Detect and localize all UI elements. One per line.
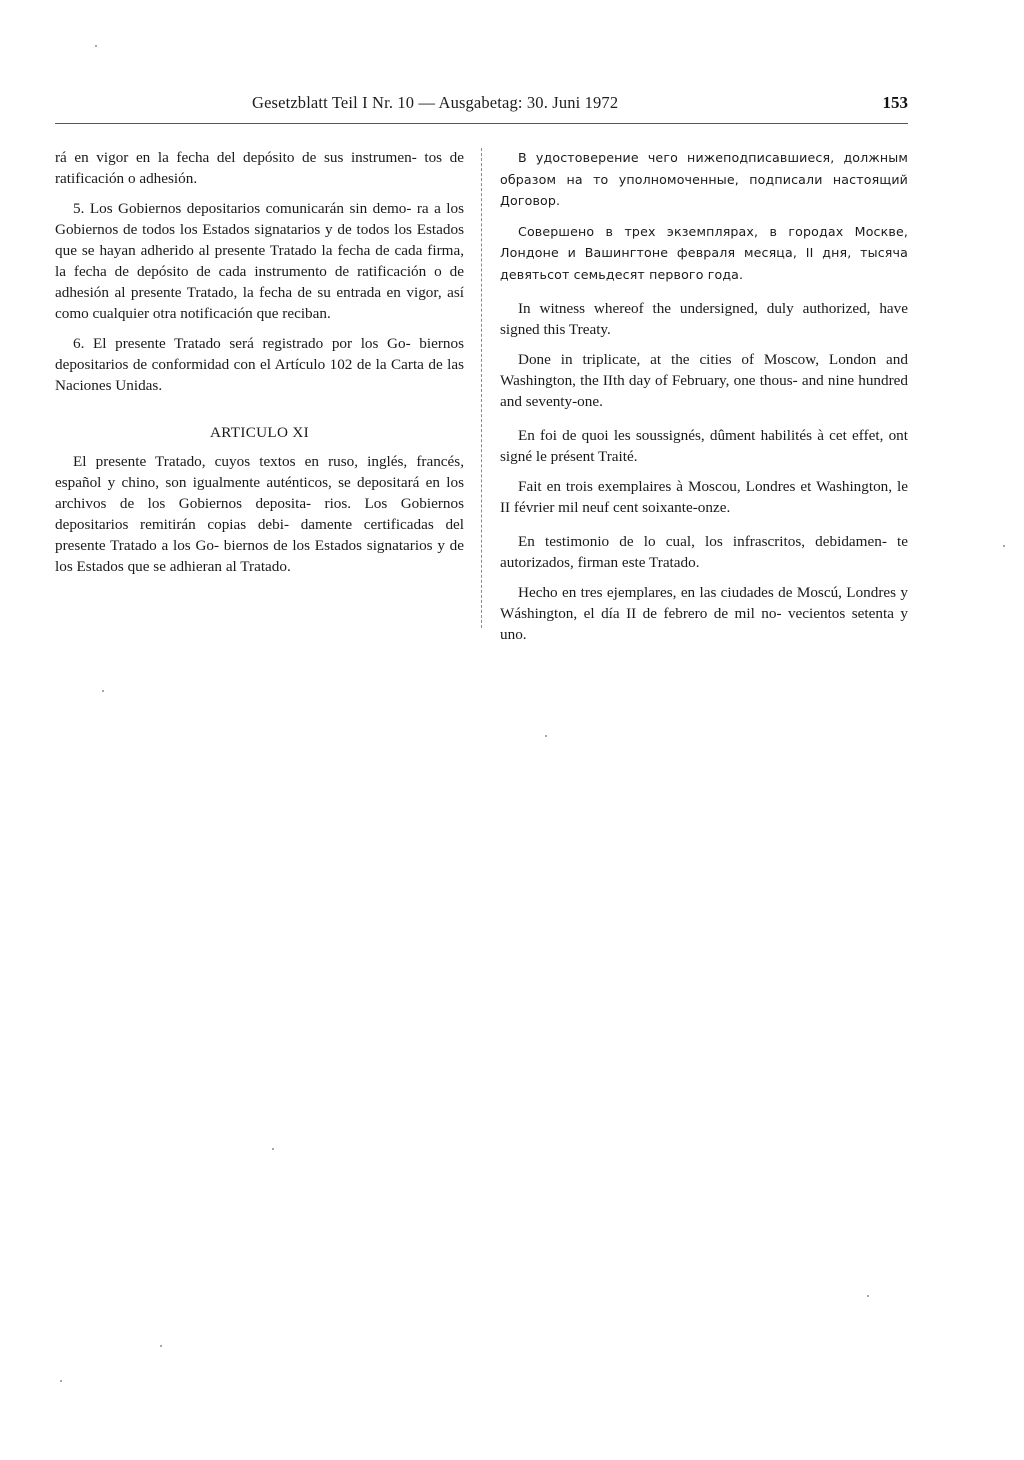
article-heading: ARTICULO XI [210,424,309,441]
french-witness-paragraph: En foi de quoi les soussignés, dûment habilités à cet effet, ont signé le présent Traité. [500,427,908,465]
scan-speck [867,1295,869,1297]
scan-speck [1003,545,1005,547]
page-header [55,93,908,121]
english-done-paragraph: Done in triplicate, at the cities of Moscow, London and Washington, the IIth day of February, one thous- and nine hundred and seventy-one. [500,351,908,410]
header-rule [55,123,908,124]
paragraph-continuation: rá en vigor en la fecha del depósito de sus instrumen- tos de ratificación o adhesión. [55,149,464,187]
russian-done-paragraph: Совершено в трех экземплярах, в городах Москве, Лондоне и Вашингтоне февраля месяца, II дня, тысяча девятьсот семьдесят первого года. [500,223,908,282]
right-column [500,147,908,654]
article-xi-text: El presente Tratado, cuyos textos en ruso, inglés, francés, español y chino, son igualmente auténticos, se depositará en los archivos de los Gobiernos deposita- rios. Los Gobiernos depositarios remitirán copias debi- damente certificadas del presente Tratado a los Go- biernos de los Estados signatarios y de los Estados que se adhieran al Tratado. [55,453,464,575]
spanish-done-paragraph: Hecho en tres ejemplares, en las ciudades de Moscú, Londres y Wáshington, el día II de febrero de mil no- vecientos setenta y uno. [500,584,908,643]
scan-speck [545,735,547,737]
scan-speck [95,45,97,47]
scan-speck [60,1380,62,1382]
scan-speck [160,1345,162,1347]
left-column [55,147,464,586]
russian-witness-paragraph: В удостоверение чего нижеподписавшиеся, должным образом на то уполномоченные, подписали настоящий Договор. [500,150,908,208]
page-number: 153 [882,93,908,112]
french-done-paragraph: Fait en trois exemplaires à Moscou, Londres et Washington, le II février mil neuf cent soixante-onze. [500,478,908,516]
paragraph-item-6: 6. El presente Tratado será registrado por los Go- biernos depositarios de conformidad con el Artículo 102 de la Carta de las Naciones Unidas. [55,335,464,394]
column-divider [481,148,482,628]
scan-speck [102,690,104,692]
english-witness-paragraph: In witness whereof the undersigned, duly authorized, have signed this Treaty. [500,300,908,338]
paragraph-item-5: 5. Los Gobiernos depositarios comunicarán sin demo- ra a los Gobiernos de todos los Estados signatarios y de todos los Estados que se hayan adherido al presente Tratado la fecha de cada firma, la fecha de depósito de cada instrumento de ratificación o de adhesión al presente Tratado, la fecha de su entrada en vigor, así como cualquier otra notificación que reciban. [55,200,464,322]
header-title: Gesetzblatt Teil I Nr. 10 — Ausgabetag: 30. Juni 1972 [252,93,619,112]
scan-speck [272,1148,274,1150]
spanish-witness-paragraph: En testimonio de lo cual, los infrascritos, debidamen- te autorizados, firman este Tratado. [500,533,908,571]
